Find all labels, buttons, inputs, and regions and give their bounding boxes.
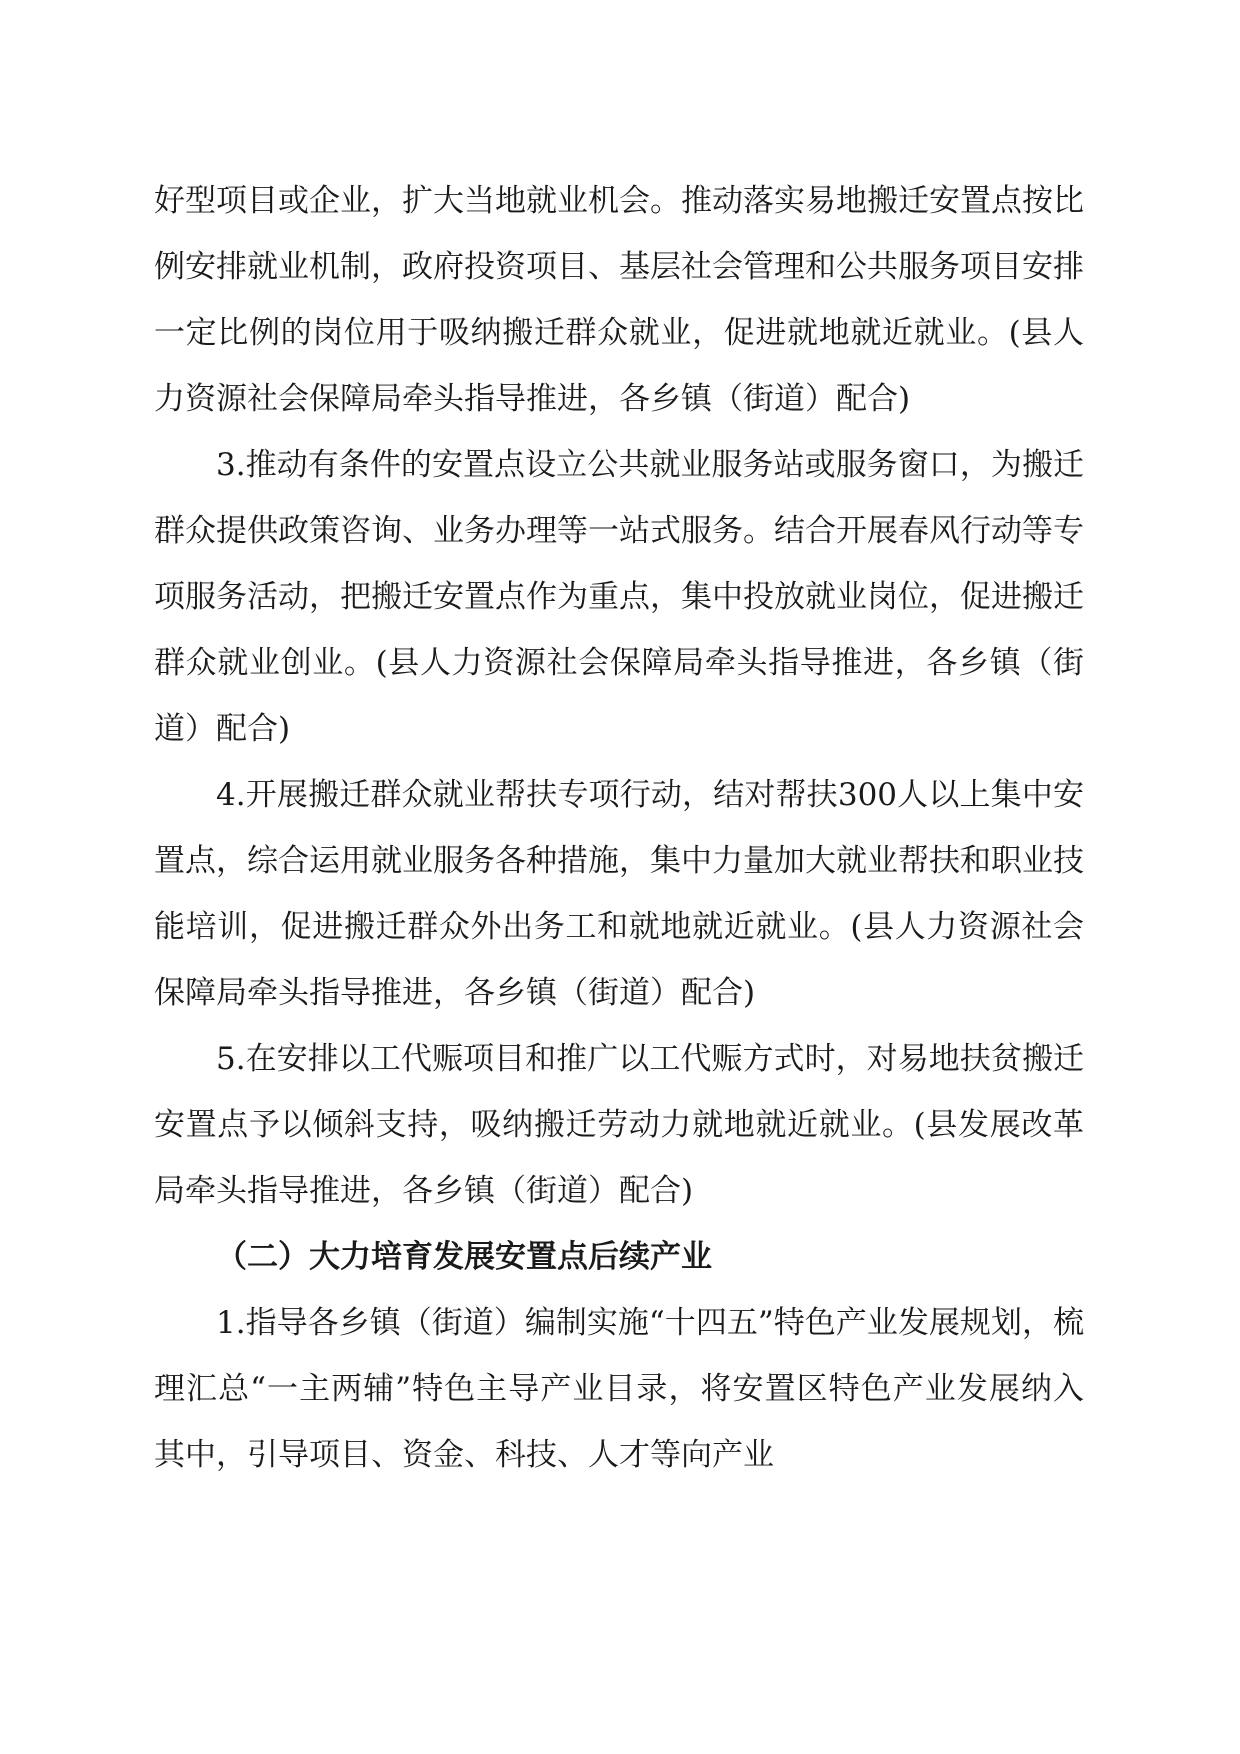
paragraph-item-4: 4.开展搬迁群众就业帮扶专项行动，结对帮扶300人以上集中安置点，综合运用就业服务各种措施，集中力量加大就业帮扶和职业技能培训，促进搬迁群众外出务工和就地就近就业。(县人力资源社会保障局牵头指导推进，各乡镇（街道）配合): [154, 777, 1084, 1011]
paragraph-item-1: 1.指导各乡镇（街道）编制实施“十四五”特色产业发展规划，梳理汇总“一主两辅”特色主导产业目录，将安置区特色产业发展纳入其中，引导项目、资金、科技、人才等向产业: [154, 1305, 1084, 1473]
paragraph-item-3: 3.推动有条件的安置点设立公共就业服务站或服务窗口，为搬迁群众提供政策咨询、业务办理等一站式服务。结合开展春风行动等专项服务活动，把搬迁安置点作为重点，集中投放就业岗位，促进搬迁群众就业创业。(县人力资源社会保障局牵头指导推进，各乡镇（街道）配合): [154, 447, 1084, 747]
section-heading: （二）大力培育发展安置点后续产业: [216, 1239, 712, 1275]
paragraph-item-5: 5.在安排以工代赈项目和推广以工代赈方式时，对易地扶贫搬迁安置点予以倾斜支持，吸纳搬迁劳动力就地就近就业。(县发展改革局牵头指导推进，各乡镇（街道）配合): [154, 1041, 1084, 1209]
paragraph-continuation: 好型项目或企业，扩大当地就业机会。推动落实易地搬迁安置点按比例安排就业机制，政府投资项目、基层社会管理和公共服务项目安排一定比例的岗位用于吸纳搬迁群众就业，促进就地就近就业。(县人力资源社会保障局牵头指导推进，各乡镇（街道）配合): [154, 183, 1084, 417]
document-body: [154, 168, 1084, 1488]
